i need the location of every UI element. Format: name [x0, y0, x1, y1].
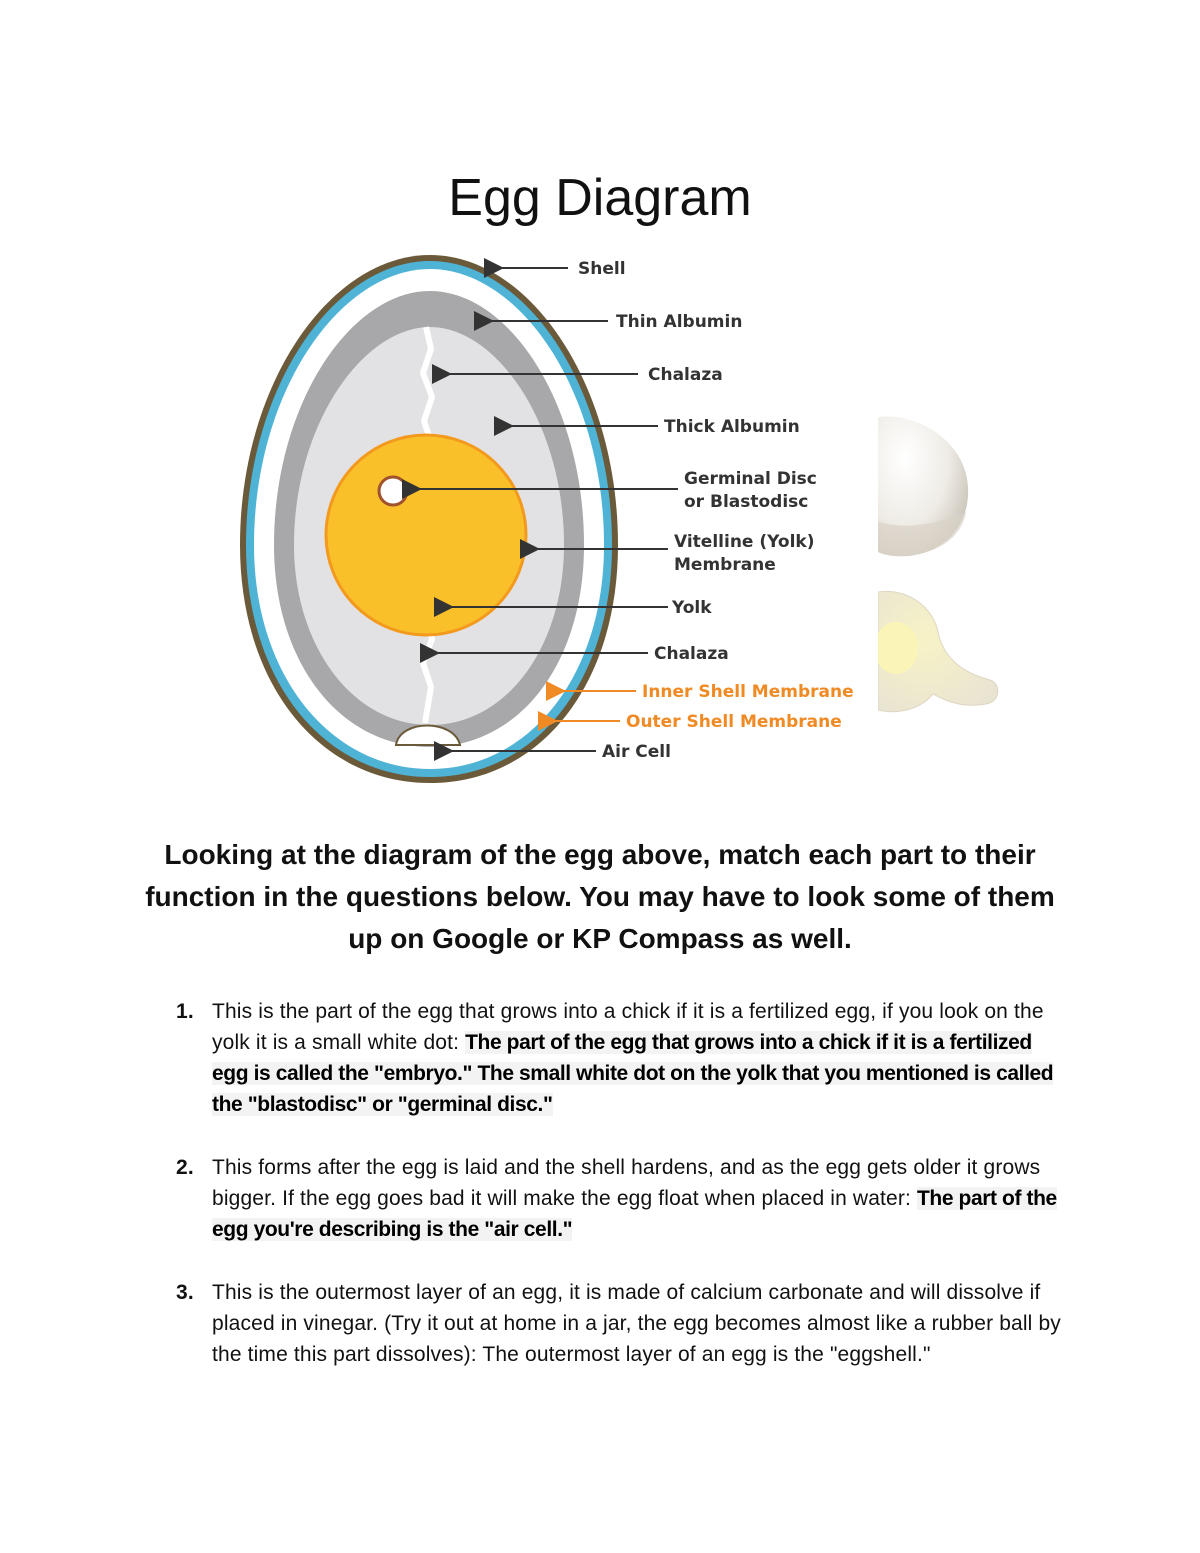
- question-prompt: This forms after the egg is laid and the shell hardens, and as the egg gets older it grows bigger. If the egg goes bad it will make the egg float when placed in water:: [212, 1156, 1041, 1210]
- label-chalaza-bottom: Chalaza: [654, 644, 729, 664]
- page-title: Egg Diagram: [448, 169, 752, 227]
- label-outer-shell-membrane: Outer Shell Membrane: [626, 712, 842, 732]
- label-thick-albumin: Thick Albumin: [664, 417, 800, 437]
- question-number: 2.: [176, 1156, 194, 1179]
- label-yolk: Yolk: [672, 598, 712, 618]
- cracked-egg-image: [878, 412, 1008, 812]
- label-vitelline-membrane: Membrane: [674, 555, 776, 575]
- list-item: [176, 996, 1062, 1120]
- label-inner-shell-membrane: Inner Shell Membrane: [642, 682, 854, 702]
- question-number: 3.: [176, 1281, 194, 1304]
- question-list: [176, 996, 1062, 1402]
- question-number: 1.: [176, 1000, 194, 1023]
- list-item: [176, 1152, 1062, 1245]
- yolk: [326, 435, 526, 635]
- question-prompt: This is the outermost layer of an egg, it is made of calcium carbonate and will dissolve if placed in vinegar. (Try it out at home in a jar, the egg becomes almost like a rubber ball by the time this part dissolves):: [212, 1281, 1061, 1366]
- instructions: Looking at the diagram of the egg above, match each part to their function in the questions below. You may have to look some of them up on Google or KP Compass as well.: [145, 839, 1055, 954]
- question-prompt: This is the part of the egg that grows into a chick if it is a fertilized egg, if you look on the yolk it is a small white dot:: [212, 1000, 1044, 1054]
- answer-text: The part of the egg you're describing is the "air cell.": [212, 1187, 1057, 1241]
- label-chalaza-top: Chalaza: [648, 365, 723, 385]
- list-item: [176, 1277, 1062, 1370]
- answer-text: The outermost layer of an egg is the "eggshell.": [482, 1343, 931, 1366]
- label-germinal-disc: Germinal Disc: [684, 469, 817, 489]
- label-blastodisc: or Blastodisc: [684, 492, 809, 512]
- label-thin-albumin: Thin Albumin: [616, 312, 743, 332]
- label-vitelline: Vitelline (Yolk): [674, 532, 815, 552]
- label-shell: Shell: [578, 259, 626, 279]
- germinal-disc: [379, 477, 407, 505]
- label-air-cell: Air Cell: [602, 742, 671, 762]
- answer-text: The part of the egg that grows into a chick if it is a fertilized egg is called the "embryo." The small white dot on the yolk that you mentioned is called the "blastodisc" or "germinal disc.": [212, 1031, 1054, 1116]
- egg-diagram: [240, 245, 860, 795]
